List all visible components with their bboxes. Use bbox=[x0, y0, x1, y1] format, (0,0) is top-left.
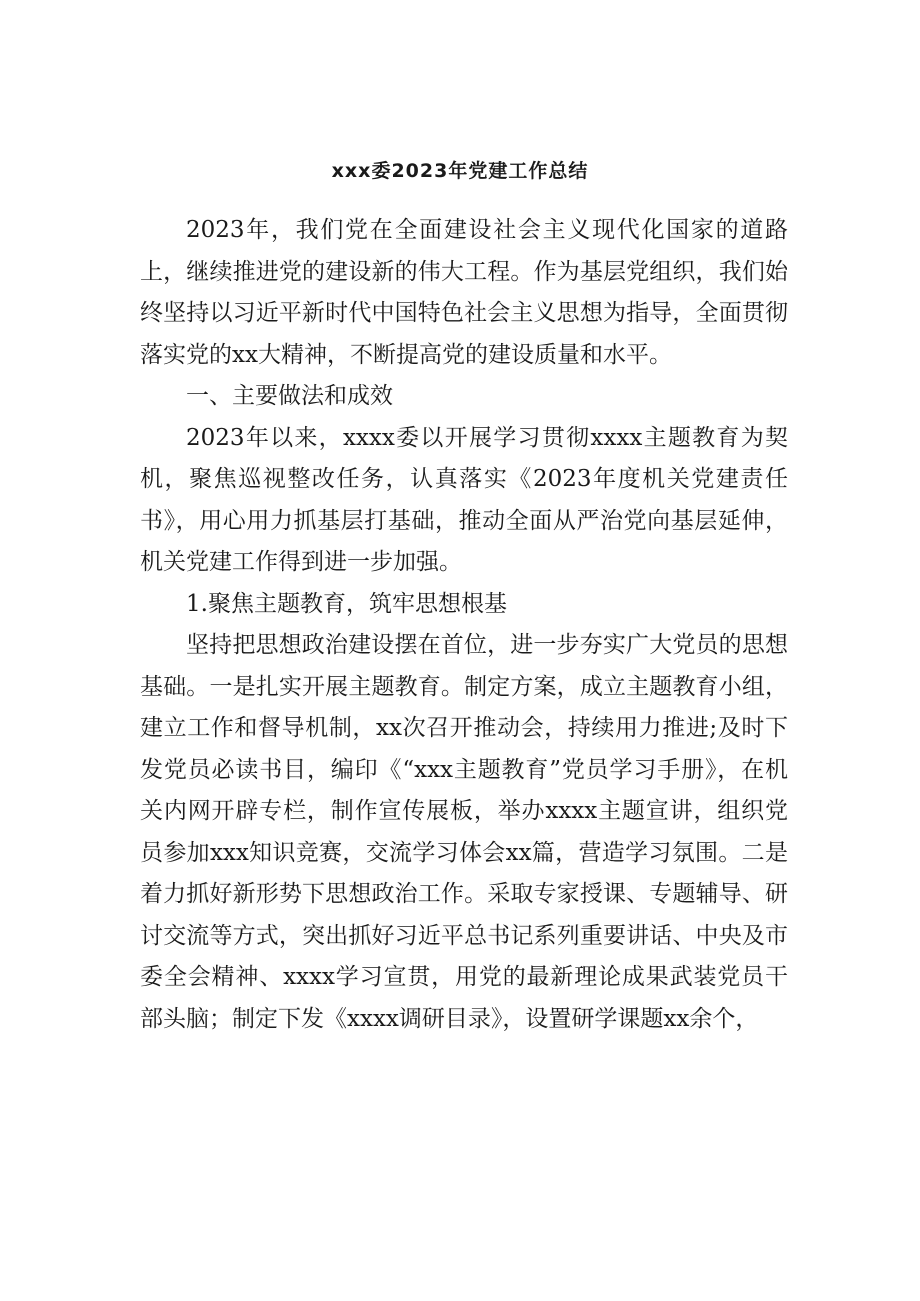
intro-paragraph: 2023年，我们党在全面建设社会主义现代化国家的道路上，继续推进党的建设新的伟大工程。作为基层党组织，我们始终坚持以习近平新时代中国特色社会主义思想为指导，全面贯彻落实党的xx大精神，不断提高党的建设质量和水平。 bbox=[140, 217, 788, 368]
document-body bbox=[140, 210, 788, 1040]
section-heading-1: 一、主要做法和成效 bbox=[186, 383, 393, 409]
subsection-heading-1-1: 1.聚焦主题教育，筑牢思想根基 bbox=[186, 590, 507, 617]
document-title: xxx委2023年党建工作总结 bbox=[331, 160, 589, 182]
section-1-paragraph: 2023年以来，xxxx委以开展学习贯彻xxxx主题教育为契机，聚焦巡视整改任务，认真落实《2023年度机关党建责任书》，用心用力抓基层打基础，推动全面从严治党向基层延伸，机关党建工作得到进一步加强。 bbox=[140, 424, 788, 575]
subsection-1-1-paragraph: 坚持把思想政治建设摆在首位，进一步夯实广大党员的思想基础。一是扎实开展主题教育。制定方案，成立主题教育小组，建立工作和督导机制，xx次召开推动会，持续用力推进;及时下发党员必读书目，编印《“xxx主题教育”党员学习手册》，在机关内网开辟专栏，制作宣传展板，举办xxxx主题宣讲，组织党员参加xxx知识竞赛，交流学习体会xx篇，营造学习氛围。二是着力抓好新形势下思想政治工作。采取专家授课、专题辅导、研讨交流等方式，突出抓好习近平总书记系列重要讲话、中央及市委全会精神、xxxx学习宣贯，用党的最新理论成果武装党员干部头脑；制定下发《xxxx调研目录》，设置研学课题xx余个， bbox=[140, 632, 788, 1032]
